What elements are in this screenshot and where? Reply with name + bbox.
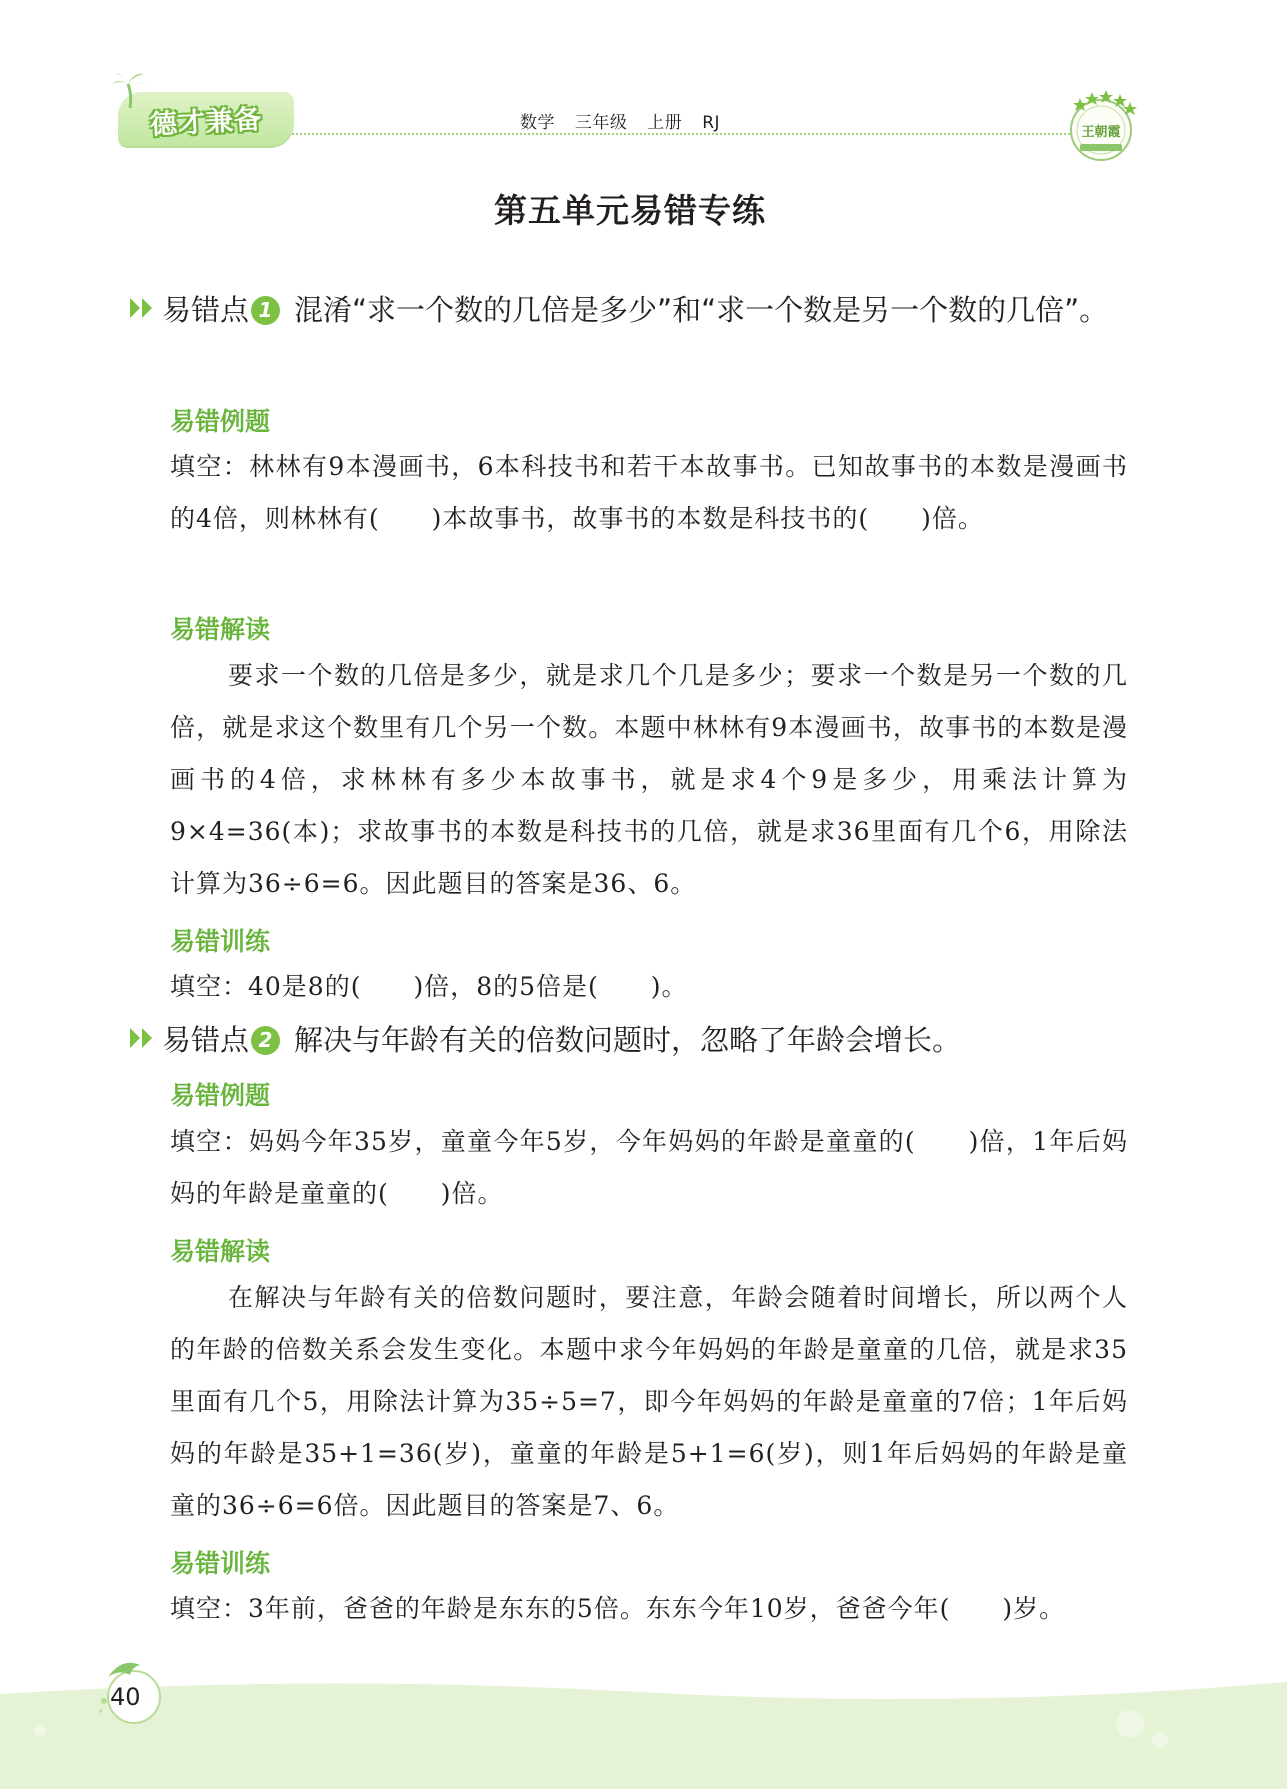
double-arrow-icon [128, 1026, 158, 1050]
example-text: 填空：林林有9本漫画书，6本科技书和若干本故事书。已知故事书的本数是漫画书的4倍，则林林有( )本故事书，故事书的本数是科技书的( )倍。 [170, 452, 1128, 533]
footer-wave [0, 1670, 1287, 1789]
section-number-badge: 2 [251, 1026, 280, 1055]
training-text: 填空：3年前，爸爸的年龄是东东的5倍。东东今年10岁，爸爸今年( )岁。 [170, 1594, 1066, 1623]
analysis-title: 易错解读 [170, 615, 271, 644]
page-title: 第五单元易错专练 [494, 191, 766, 230]
page-number: 40 [110, 1683, 141, 1711]
double-arrow-icon [128, 296, 158, 320]
analysis-text: 要求一个数的几倍是多少，就是求几个几是多少；要求一个数是另一个数的几倍，就是求这个数里有几个另一个数。本题中林林有9本漫画书，故事书的本数是漫画书的4倍，求林林有多少本故事书，就是求4个9是多少，用乘法计算为9×4=36(本)；求故事书的本数是科技书的几倍，就是求36里面有几个6，用除法计算为36÷6=6。因此题目的答案是36、6。 [170, 661, 1128, 898]
subject-line: 数学 三年级 上册 RJ [520, 113, 721, 133]
analysis-text: 在解决与年龄有关的倍数问题时，要注意，年龄会随着时间增长，所以两个人的年龄的倍数关系会发生变化。本题中求今年妈妈的年龄是童童的几倍，就是求35里面有几个5，用除法计算为35÷5=7，即今年妈妈的年龄是童童的7倍；1年后妈妈的年龄是35+1=36(岁)，童童的年龄是5+1=6(岁)，则1年后妈妈的年龄是童童的36÷6=6倍。因此题目的答案是7、6。 [170, 1283, 1128, 1520]
example-title: 易错例题 [170, 1081, 271, 1110]
section-heading-text: 解决与年龄有关的倍数问题时，忽略了年龄会增长。 [294, 1023, 962, 1057]
brand-logo [118, 92, 294, 146]
section-number-badge: 1 [251, 296, 280, 325]
training-title: 易错训练 [170, 927, 271, 956]
section-1-heading [128, 282, 1128, 338]
header-divider [292, 133, 1098, 135]
palm-tree-icon [110, 70, 150, 110]
example-title: 易错例题 [170, 407, 271, 436]
training-text: 填空：40是8的( )倍，8的5倍是( )。 [170, 972, 688, 1001]
section-label: 易错点 [162, 1023, 250, 1057]
section-2-heading [128, 1012, 1128, 1068]
brand-text: 德才兼备 [149, 104, 263, 141]
svg-text:王朝霞: 王朝霞 [1081, 125, 1121, 140]
analysis-title: 易错解读 [170, 1237, 271, 1266]
page-header [0, 0, 1287, 150]
section-label: 易错点 [162, 293, 250, 327]
example-text: 填空：妈妈今年35岁，童童今年5岁，今年妈妈的年龄是童童的( )倍，1年后妈妈的年龄是童童的( )倍。 [170, 1127, 1128, 1208]
training-title: 易错训练 [170, 1549, 271, 1578]
section-heading-text: 混淆“求一个数的几倍是多少”和“求一个数是另一个数的几倍”。 [294, 293, 1109, 327]
seal-logo [1060, 84, 1142, 166]
